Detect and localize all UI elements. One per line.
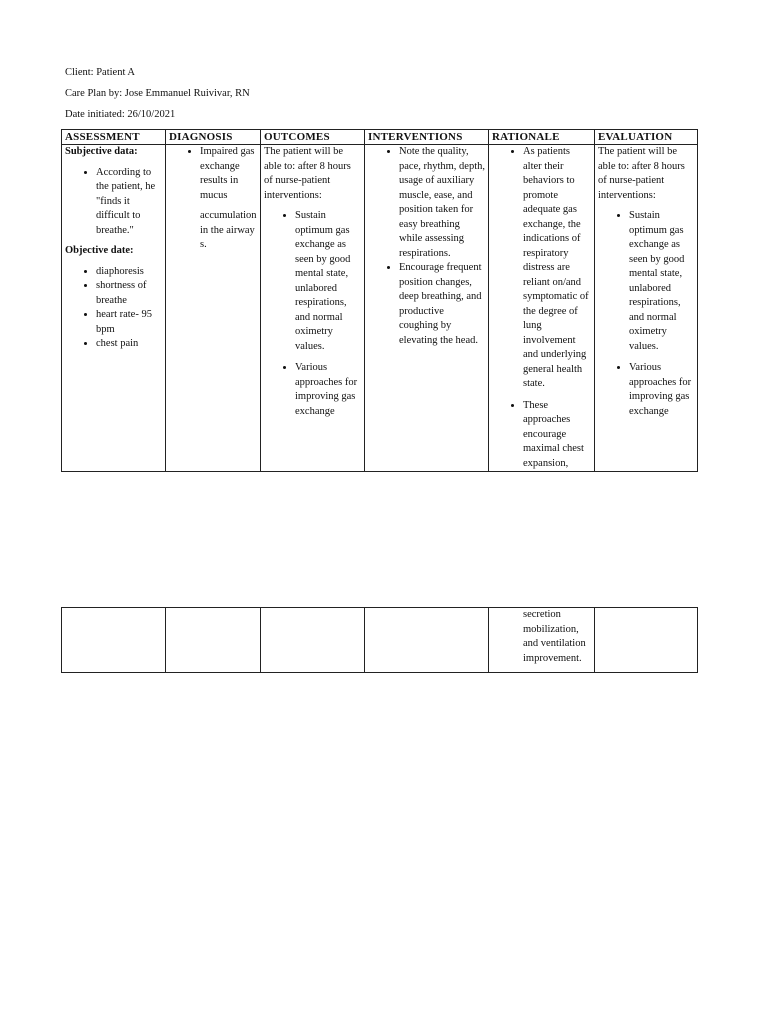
list-item: • Various approaches for improving gas exchange: [295, 361, 361, 419]
list-item: • Note the quality, pace, rhythm, depth, usage of auxiliary muscle, ease, and position taken for easy breathing while assessing respirations.: [399, 145, 485, 261]
client-line: Client: Patient A: [65, 67, 135, 78]
table-row: [62, 145, 698, 472]
diagnosis-cell: [166, 608, 261, 673]
subjective-list: [65, 166, 162, 239]
list-item: • shortness of breathe: [96, 279, 162, 308]
subjective-label: Subjective data:: [65, 146, 138, 157]
diagnosis-text-1: Impaired gas exchange results in mucus: [200, 146, 255, 201]
list-item: • Sustain optimum gas exchange as seen by good mental state, unlabored respirations, and normal oximetry values.: [295, 209, 361, 354]
interventions-cell: [365, 145, 489, 472]
column-header-diagnosis: DIAGNOSIS: [166, 130, 261, 145]
list-item: • Encourage frequent position changes, deep breathing, and productive coughing by elevating the head.: [399, 261, 485, 348]
column-header-assessment: ASSESSMENT: [62, 130, 166, 145]
column-header-rationale: RATIONALE: [489, 130, 595, 145]
table-header-row: [62, 130, 698, 145]
rationale-cell: [489, 608, 595, 673]
diagnosis-list: [169, 145, 257, 253]
outcomes-cell: [261, 145, 365, 472]
list-item: • Various approaches for improving gas exchange: [629, 361, 694, 419]
care-plan-by-line: Care Plan by: Jose Emmanuel Ruivivar, RN: [65, 88, 250, 99]
diagnosis-text-2: accumulation in the airways.: [200, 210, 257, 250]
list-item: • As patients alter their behaviors to promote adequate gas exchange, the indications of respiratory distress are reliant on/and symptomatic of the degree of lung involvement and underlying general health state.: [523, 145, 591, 392]
evaluation-intro: The patient will be able to: after 8 hours of nurse-patient interventions:: [598, 146, 685, 201]
column-header-interventions: INTERVENTIONS: [365, 130, 489, 145]
assessment-cell: [62, 145, 166, 472]
list-item: [200, 145, 257, 253]
assessment-cell: [62, 608, 166, 673]
list-item: • diaphoresis: [96, 265, 162, 280]
evaluation-cell: [595, 145, 698, 472]
care-plan-table-continued: [61, 607, 698, 673]
rationale-continuation: secretion mobilization, and ventilation improvement.: [523, 609, 586, 664]
evaluation-list: [598, 209, 694, 419]
care-plan-table: [61, 129, 698, 472]
list-item: • According to the patient, he "finds it difficult to breathe.": [96, 166, 162, 239]
list-item: • Sustain optimum gas exchange as seen by good mental state, unlabored respirations, and normal oximetry values.: [629, 209, 694, 354]
interventions-cell: [365, 608, 489, 673]
interventions-list: [368, 145, 485, 348]
outcomes-cell: [261, 608, 365, 673]
outcomes-intro: The patient will be able to: after 8 hours of nurse-patient interventions:: [264, 146, 351, 201]
rationale-cell: [489, 145, 595, 472]
diagnosis-cell: [166, 145, 261, 472]
list-item: • chest pain: [96, 337, 162, 352]
evaluation-cell: [595, 608, 698, 673]
outcomes-list: [264, 209, 361, 419]
objective-list: [65, 265, 162, 352]
list-item: • heart rate- 95 bpm: [96, 308, 162, 337]
list-item: • These approaches encourage maximal chest expansion,: [523, 399, 591, 472]
objective-label: Objective date:: [65, 245, 134, 256]
column-header-outcomes: OUTCOMES: [261, 130, 365, 145]
date-initiated-line: Date initiated: 26/10/2021: [65, 109, 176, 120]
column-header-evaluation: EVALUATION: [595, 130, 698, 145]
rationale-list: [492, 145, 591, 471]
table-row: [62, 608, 698, 673]
